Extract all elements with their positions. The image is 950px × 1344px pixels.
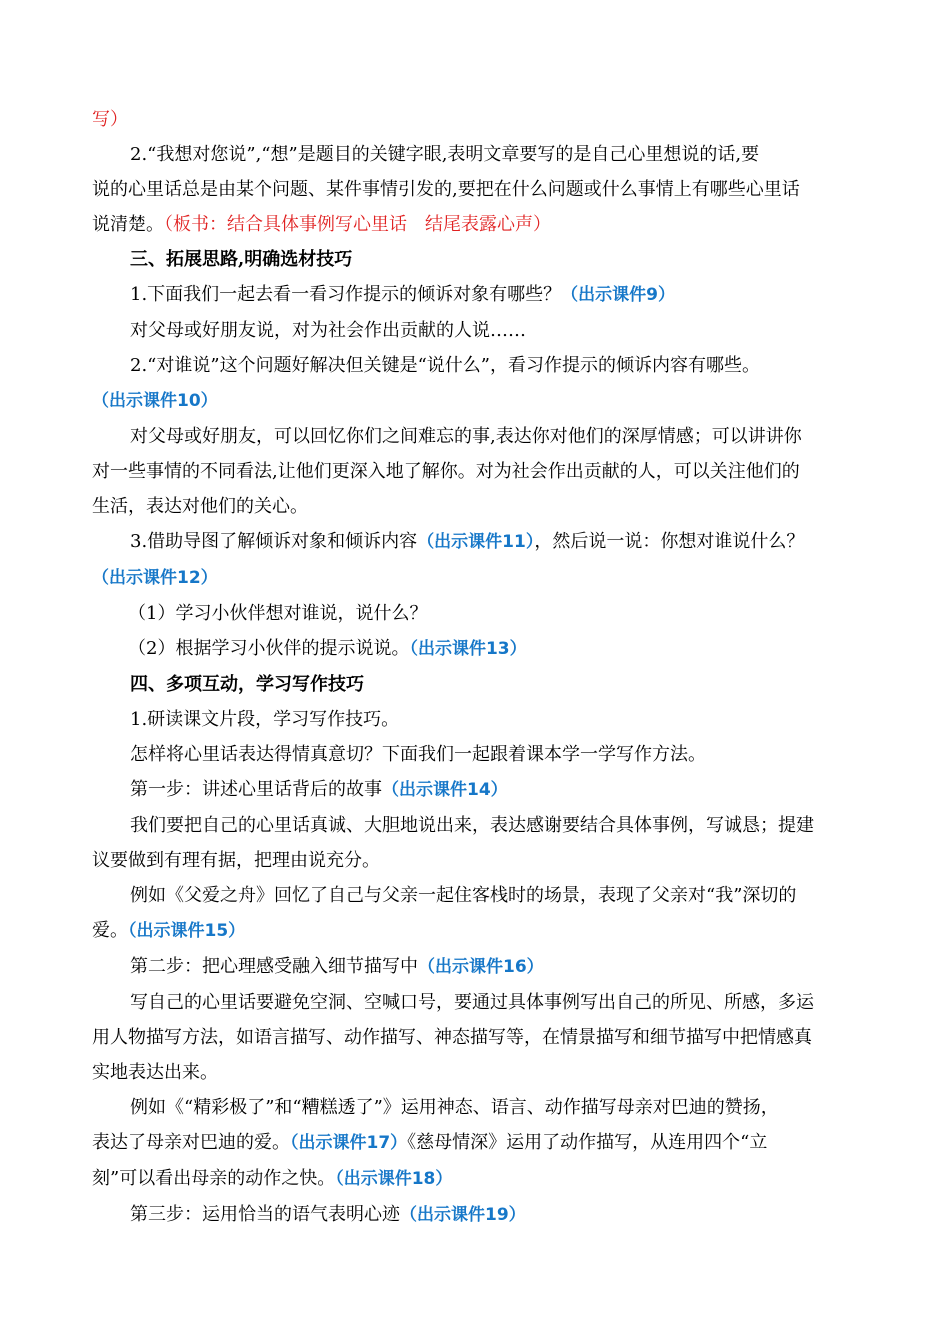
courseware-ref: （出示课件19） xyxy=(400,1205,526,1225)
courseware-ref: （出示课件11） xyxy=(417,532,535,552)
section-heading xyxy=(92,667,872,702)
section-heading-text: 四、多项互动，学习写作技巧 xyxy=(130,674,364,695)
body-text: 议要做到有理有据，把理由说充分。 xyxy=(92,850,380,871)
courseware-ref: （出示课件17） xyxy=(290,1133,408,1153)
paragraph-line xyxy=(92,737,872,772)
body-text: 说清楚。 xyxy=(92,214,164,235)
body-text: 爱。 xyxy=(92,920,128,941)
body-text: 例如《“精彩极了”和“糟糕透了”》运用神态、语言、动作描写母亲对巴迪的赞扬， xyxy=(130,1097,779,1118)
courseware-ref: （出示课件14） xyxy=(382,780,508,800)
body-text: ，然后说一说：你想对谁说什么？ xyxy=(534,531,805,552)
paragraph-line xyxy=(92,702,872,737)
courseware-ref: （出示课件12） xyxy=(92,568,218,588)
body-text: 第三步：运用恰当的语气表明心迹 xyxy=(130,1204,400,1225)
paragraph-line xyxy=(92,1090,872,1125)
body-text: 第一步：讲述心里话背后的故事 xyxy=(130,779,382,800)
paragraph-line xyxy=(92,1125,872,1161)
body-text: （2）根据学习小伙伴的提示说说。 xyxy=(128,638,410,659)
board-note: 写） xyxy=(92,109,128,130)
paragraph-line xyxy=(92,1197,872,1233)
courseware-ref: （出示课件9） xyxy=(561,285,676,305)
board-note: （板书：结合具体事例写心里话 结尾表露心声） xyxy=(164,214,551,235)
paragraph-line xyxy=(92,878,872,913)
courseware-ref: （出示课件10） xyxy=(92,391,218,411)
paragraph-line xyxy=(92,489,872,524)
body-text: 用人物描写方法，如语言描写、动作描写、神态描写等，在情景描写和细节描写中把情感真 xyxy=(92,1027,812,1048)
body-text: 生活，表达对他们的关心。 xyxy=(92,496,308,517)
document-body xyxy=(92,102,872,1233)
paragraph-line xyxy=(92,524,872,560)
paragraph-line xyxy=(92,843,872,878)
paragraph-line xyxy=(92,419,872,454)
paragraph-line xyxy=(92,348,872,383)
courseware-ref: （出示课件18） xyxy=(335,1169,453,1189)
paragraph-line xyxy=(92,1020,872,1055)
paragraph-line xyxy=(92,172,872,207)
body-text: 2.“对谁说”这个问题好解决但关键是“说什么”，看习作提示的倾诉内容有哪些。 xyxy=(130,355,760,376)
paragraph-line xyxy=(92,808,872,843)
body-text: 例如《父爱之舟》回忆了自己与父亲一起住客栈时的场景，表现了父亲对“我”深切的 xyxy=(130,885,797,906)
body-text: 1.研读课文片段，学习写作技巧。 xyxy=(130,709,400,730)
sub-item xyxy=(92,631,872,667)
body-text: 刻”可以看出母亲的动作之快。 xyxy=(92,1168,336,1189)
courseware-ref: （出示课件16） xyxy=(418,957,544,977)
paragraph-line xyxy=(92,454,872,489)
paragraph-line xyxy=(92,985,872,1020)
body-text: 《慈母情深》运用了动作描写，从连用四个“立 xyxy=(407,1132,768,1153)
courseware-ref: （出示课件15） xyxy=(128,921,246,941)
paragraph-line xyxy=(92,313,872,348)
paragraph-line xyxy=(92,772,872,808)
body-text: 对父母或好朋友说，对为社会作出贡献的人说…… xyxy=(130,320,526,341)
body-text: （1）学习小伙伴想对谁说，说什么？ xyxy=(128,603,428,624)
body-text: 实地表达出来。 xyxy=(92,1062,218,1083)
courseware-ref-line xyxy=(92,560,872,596)
body-text: 3.借助导图了解倾诉对象和倾诉内容 xyxy=(130,531,418,552)
courseware-ref-line xyxy=(92,383,872,419)
board-note-line xyxy=(92,102,872,137)
paragraph-line xyxy=(92,1161,872,1197)
body-text: 说的心里话总是由某个问题、某件事情引发的,要把在什么问题或什么事情上有哪些心里话 xyxy=(92,179,800,200)
paragraph-line xyxy=(92,949,872,985)
paragraph-line xyxy=(92,137,872,172)
paragraph-line xyxy=(92,913,872,949)
paragraph-line xyxy=(92,1055,872,1090)
section-heading-text: 三、拓展思路,明确选材技巧 xyxy=(130,249,353,270)
body-text: 写自己的心里话要避免空洞、空喊口号，要通过具体事例写出自己的所见、所感，多运 xyxy=(130,992,814,1013)
body-text: 表达了母亲对巴迪的爱。 xyxy=(92,1132,290,1153)
body-text: 第二步：把心理感受融入细节描写中 xyxy=(130,956,418,977)
body-text: 2.“我想对您说”,“想”是题目的关键字眼,表明文章要写的是自己心里想说的话,要 xyxy=(130,144,760,165)
sub-item xyxy=(92,596,872,631)
body-text: 对父母或好朋友，可以回忆你们之间难忘的事,表达你对他们的深厚情感；可以讲讲你 xyxy=(130,426,802,447)
body-text: 对一些事情的不同看法,让他们更深入地了解你。对为社会作出贡献的人，可以关注他们的 xyxy=(92,461,800,482)
section-heading xyxy=(92,242,872,277)
paragraph-line xyxy=(92,277,872,313)
paragraph-line xyxy=(92,207,872,242)
body-text: 1.下面我们一起去看一看习作提示的倾诉对象有哪些？ xyxy=(130,284,562,305)
body-text: 怎样将心里话表达得情真意切？下面我们一起跟着课本学一学写作方法。 xyxy=(130,744,706,765)
body-text: 我们要把自己的心里话真诚、大胆地说出来，表达感谢要结合具体事例，写诚恳；提建 xyxy=(130,815,814,836)
courseware-ref: （出示课件13） xyxy=(409,639,527,659)
